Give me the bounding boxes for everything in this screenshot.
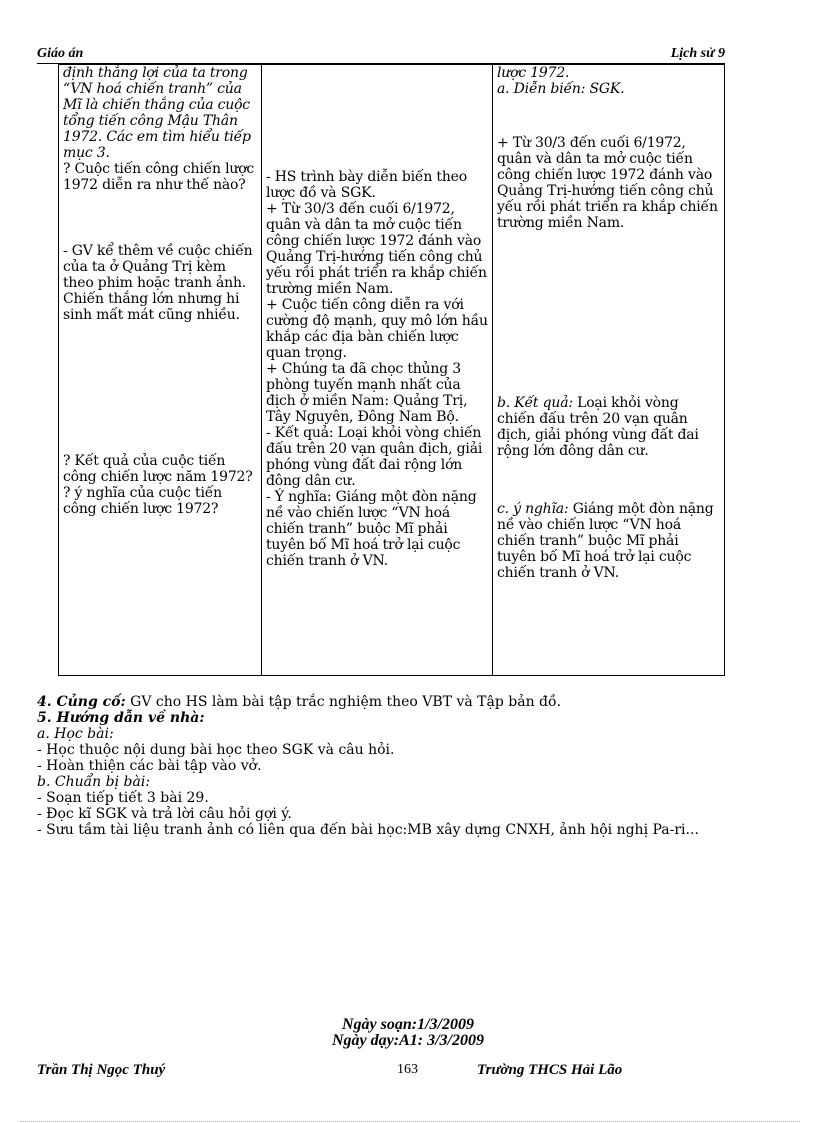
hocbai-item: - Học thuộc nội dung bài học theo SGK và câu hỏi. <box>37 742 395 758</box>
header-left: Giáo án <box>37 46 84 61</box>
col2-item: - HS trình bày diễn biến theo lược đồ và SGK. <box>266 169 467 201</box>
col2-item: + Cuộc tiến công diễn ra với cường độ mạnh, quy mô lớn hầu khắp các địa bàn chiến lược quan trọng. <box>266 297 488 361</box>
col3-ynghia <box>497 501 720 581</box>
col2-item: + Từ 30/3 đến cuối 6/1972, quân và dân ta mở cuộc tiến công chiến lược 1972 đánh vào Quảng Trị-hướng tiến công chủ yếu rồi phát triển ra khắp chiến trường miền Nam. <box>266 201 487 297</box>
author-name: Trần Thị Ngọc Thuý <box>37 1062 166 1078</box>
col1-question-ketqua: ? Kết quả của cuộc tiến công chiến lược năm 1972? <box>63 453 253 485</box>
content-column <box>493 65 725 676</box>
lesson-table <box>58 64 725 676</box>
school-name: Trường THCS Hải Lão <box>477 1062 623 1078</box>
cungco-line <box>37 694 777 710</box>
lesson-dates <box>0 1017 816 1049</box>
lesson-footer <box>37 694 777 838</box>
page-header <box>37 46 725 64</box>
date-day: Ngày dạy:A1: 3/3/2009 <box>332 1032 484 1049</box>
col2-item: - Kết quả: Loại khỏi vòng chiến đấu trên 20 vạn quân địch, giải phóng vùng đất đai rộng lớn đông dân cư. <box>266 425 483 489</box>
page-footer <box>37 1062 725 1078</box>
col1-intro: định thắng lợi của ta trong “VN hoá chiến tranh” của Mĩ là chiến thắng của cuộc tổng tiến công Mậu Thân 1972. Các em tìm hiểu tiếp mục 3. <box>63 65 251 161</box>
cungco-label: 4. Củng cố: <box>37 694 126 710</box>
date-soan: Ngày soạn:1/3/2009 <box>342 1016 474 1033</box>
chuanbi-item: - Đọc kĩ SGK và trả lời câu hỏi gợi ý. <box>37 806 292 822</box>
ynghia-text: Giáng một đòn nặng nề vào chiến lược “VN hoá chiến tranh” buộc Mĩ phải tuyên bố Mĩ hoá trở lại cuộc chiến tranh ở VN. <box>497 501 714 581</box>
ketqua-label: b. Kết quả: <box>497 395 573 411</box>
page-number: 163 <box>397 1062 418 1077</box>
chuanbi-item: - Soạn tiếp tiết 3 bài 29. <box>37 790 209 806</box>
page-edge-divider <box>20 1121 800 1122</box>
col3-ketqua <box>497 395 720 459</box>
header-right: Lịch sử 9 <box>670 46 725 61</box>
col3-dienbien-text: + Từ 30/3 đến cuối 6/1972, quân và dân ta mở cuộc tiến công chiến lược 1972 đánh vào Quảng Trị-hướng tiến công chủ yếu rồi phát triển ra khắp chiến trường miền Nam. <box>497 135 718 231</box>
ynghia-label: c. ý nghĩa: <box>497 501 569 517</box>
ketqua-text: Loại khỏi vòng chiến đấu trên 20 vạn quân địch, giải phóng vùng đất đai rộng lớn đông dân cư. <box>497 395 699 459</box>
hocbai-item: - Hoàn thiện các bài tập vào vở. <box>37 758 262 774</box>
teacher-activity-column <box>59 65 262 676</box>
student-activity-column <box>262 65 493 676</box>
col3-dienbien-label: a. Diễn biến: SGK. <box>497 81 625 97</box>
col3-top: lược 1972. <box>497 65 570 81</box>
cungco-text: GV cho HS làm bài tập trắc nghiệm theo VBT và Tập bản đồ. <box>125 694 562 710</box>
chuanbi-item: - Sưu tầm tài liệu tranh ảnh có liên qua đến bài học:MB xây dựng CNXH, ảnh hội nghị Pa-ri... <box>37 822 699 838</box>
col1-question-dienbien: ? Cuộc tiến công chiến lược 1972 diễn ra như thế nào? <box>63 161 255 193</box>
col1-question-ynghia: ? ý nghĩa của cuộc tiến công chiến lược 1972? <box>63 485 222 517</box>
col1-gv-note: - GV kể thêm về cuộc chiến của ta ở Quảng Trị kèm theo phim hoặc tranh ảnh. Chiến thắng lớn nhưng hi sinh mất mát cũng nhiều. <box>63 243 253 323</box>
col2-item: - Ý nghĩa: Giáng một đòn nặng nề vào chiến lược “VN hoá chiến tranh” buộc Mĩ phải tuyên bố Mĩ hoá trở lại cuộc chiến tranh ở VN. <box>266 489 477 569</box>
huongdan-heading: 5. Hướng dẫn về nhà: <box>37 710 205 726</box>
hocbai-label: a. Học bài: <box>37 726 114 742</box>
col2-item: + Chúng ta đã chọc thủng 3 phòng tuyến mạnh nhất của địch ở miền Nam: Quảng Trị, Tây Nguyên, Đông Nam Bộ. <box>266 361 468 425</box>
chuanbi-label: b. Chuẩn bị bài: <box>37 774 151 790</box>
